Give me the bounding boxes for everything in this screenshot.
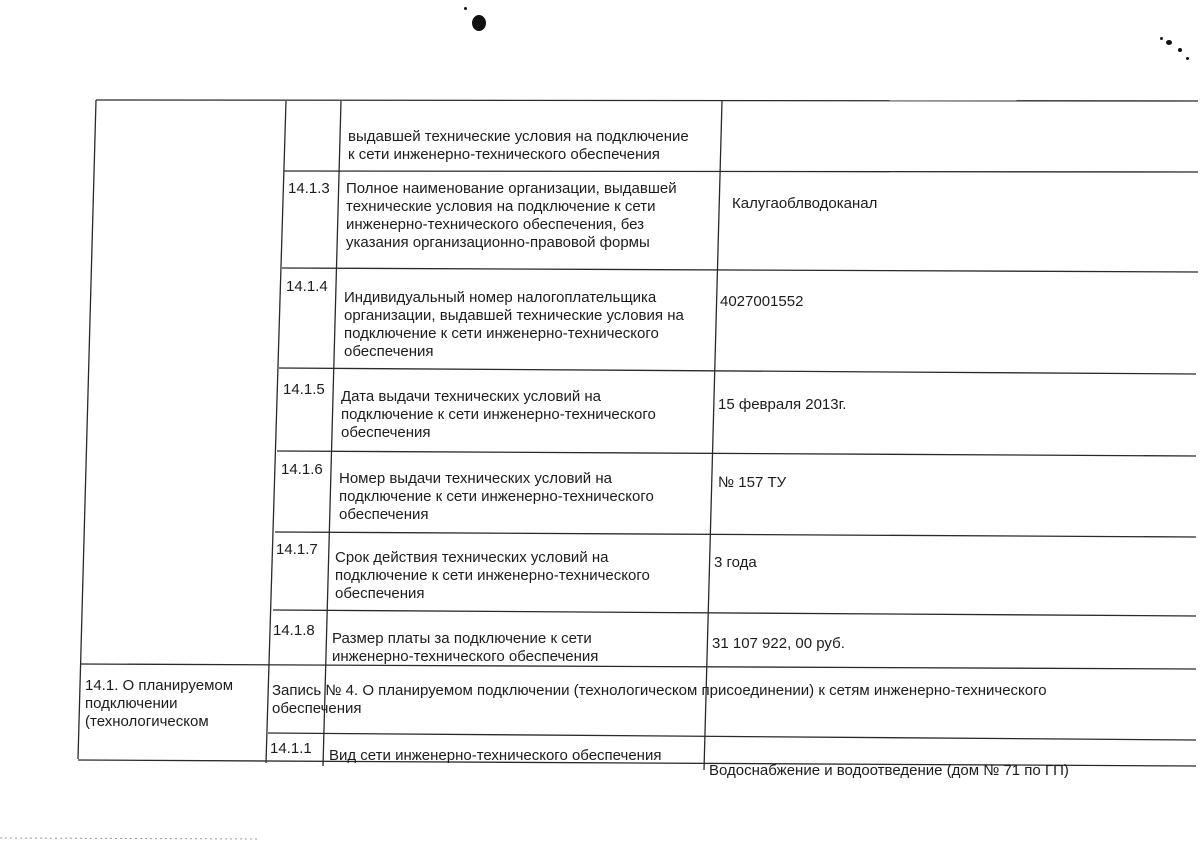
section-label-line: 14.1. О планируемом	[85, 677, 234, 694]
desc-line: подключение к сети инженерно-технического	[344, 325, 659, 342]
row-6-desc	[332, 630, 598, 666]
desc-line: обеспечения	[339, 506, 429, 523]
row-4-value: № 157 ТУ	[718, 474, 787, 491]
desc-line: обеспечения	[344, 343, 434, 360]
scan-speck	[1166, 40, 1172, 45]
row-2-value: 4027001552	[720, 293, 804, 310]
desc-line: Дата выдачи технических условий на	[341, 388, 602, 405]
section-row-value: Водоснабжение и водоотведение (дом № 71 по ГП)	[709, 762, 1069, 779]
section-label-line: подключении	[85, 695, 178, 712]
row-5-num: 14.1.7	[276, 541, 318, 558]
desc-line: инженерно-технического обеспечения	[332, 648, 599, 665]
desc-line: Номер выдачи технических условий на	[339, 470, 612, 487]
row-4-num: 14.1.6	[281, 461, 323, 478]
row-3-desc	[341, 388, 656, 442]
record-title	[272, 682, 1047, 718]
row-3-num: 14.1.5	[283, 381, 325, 398]
section-row-num: 14.1.1	[270, 740, 312, 757]
desc-line: Размер платы за подключение к сети	[332, 630, 592, 647]
row-5-desc	[335, 549, 650, 603]
record-title-line: обеспечения	[272, 700, 362, 717]
row-2-num: 14.1.4	[286, 278, 328, 295]
section-row-desc: Вид сети инженерно-технического обеспечения	[329, 747, 662, 764]
desc-line: Полное наименование организации, выдавшей	[346, 180, 677, 197]
row-4-desc	[339, 470, 654, 524]
row-0-desc	[348, 128, 689, 164]
scan-speck	[1178, 48, 1182, 52]
scan-speck	[1186, 57, 1189, 60]
row-2-desc	[344, 289, 684, 361]
scan-speck	[472, 15, 486, 31]
desc-line: подключение к сети инженерно-технического	[341, 406, 656, 423]
record-title-line: Запись № 4. О планируемом подключении (технологическом присоединении) к сетям инженерно-технического	[272, 682, 1047, 699]
row-1-num: 14.1.3	[288, 180, 330, 197]
desc-line: обеспечения	[341, 424, 431, 441]
row-1-value: Калугаоблводоканал	[732, 195, 878, 212]
row-1-desc	[346, 180, 677, 252]
section-label	[85, 677, 233, 731]
row-3-value: 15 февраля 2013г.	[718, 396, 847, 413]
desc-line: подключение к сети инженерно-технического	[339, 488, 654, 505]
desc-line: выдавшей технические условия на подключение	[348, 128, 689, 145]
desc-line: технические условия на подключение к сети	[346, 198, 656, 215]
desc-line: Срок действия технических условий на	[335, 549, 609, 566]
desc-line: указания организационно-правовой формы	[346, 234, 650, 251]
desc-line: подключение к сети инженерно-технического	[335, 567, 650, 584]
row-6-num: 14.1.8	[273, 622, 315, 639]
desc-line: организации, выдавшей технические условия на	[344, 307, 684, 324]
desc-line: Индивидуальный номер налогоплательщика	[344, 289, 657, 306]
desc-line: обеспечения	[335, 585, 425, 602]
desc-line: к сети инженерно-технического обеспечения	[348, 146, 660, 163]
section-label-line: (технологическом	[85, 713, 209, 730]
row-6-value: 31 107 922, 00 руб.	[712, 635, 845, 652]
desc-line: инженерно-технического обеспечения, без	[346, 216, 645, 233]
scan-speck	[464, 7, 467, 10]
row-5-value: 3 года	[714, 554, 757, 571]
scan-speck	[1160, 37, 1163, 40]
